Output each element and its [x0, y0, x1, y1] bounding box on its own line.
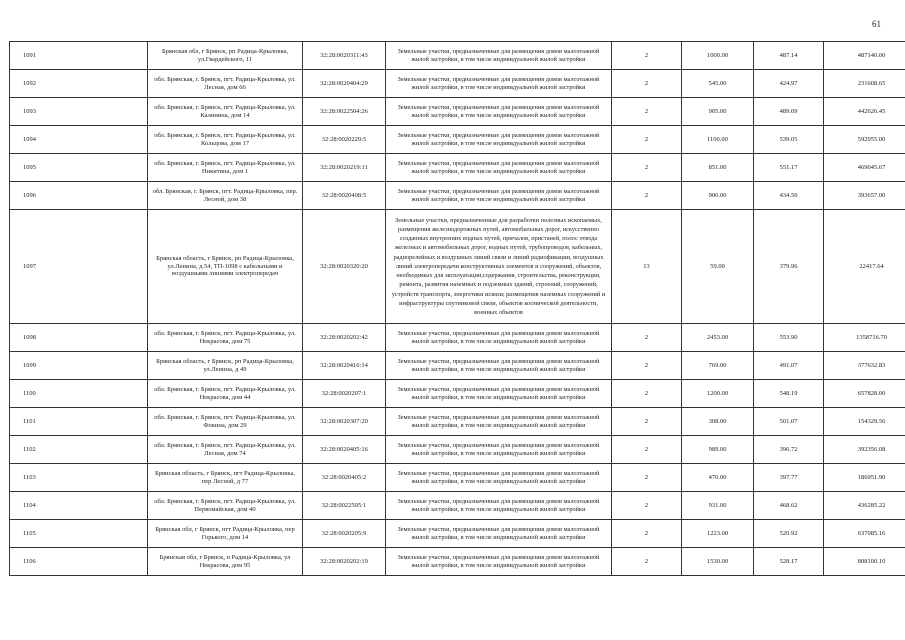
group-number-cell: 2: [612, 126, 682, 154]
cadastral-number-cell: 32:28:0022505:1: [303, 492, 386, 520]
table-row: [10, 210, 905, 324]
row-number-cell: 1104: [10, 492, 148, 520]
row-number-cell: 1101: [10, 408, 148, 436]
cadastral-number-cell: 32:28:0022504:26: [303, 98, 386, 126]
address-cell: Брянская область, г Брянск, пгт Радица-Крыловка, пер Лесной, д 77: [148, 464, 303, 492]
group-number-cell: 13: [612, 210, 682, 324]
row-number-cell: 1106: [10, 548, 148, 576]
area-cell: 308.00: [682, 408, 754, 436]
group-number-cell: 2: [612, 464, 682, 492]
area-cell: 1100.00: [682, 126, 754, 154]
table-row: [10, 324, 905, 352]
group-number-cell: 2: [612, 182, 682, 210]
address-cell: обл. Брянская, г. Брянск, пгт. Радица-Крыловка, ул. Некрасова, дом 44: [148, 380, 303, 408]
land-purpose-cell: Земельные участки, предназначенные для размещения домов малоэтажной жилой застройки, в том числе индивидуальной жилой застройки: [386, 126, 612, 154]
table-row: [10, 352, 905, 380]
table-row: [10, 436, 905, 464]
table-row: [10, 464, 905, 492]
row-number-cell: 1100: [10, 380, 148, 408]
row-number-cell: 1099: [10, 352, 148, 380]
address-cell: Брянская область, г Брянск, рп Радица-Крыловка, ул.Ленина, д 49: [148, 352, 303, 380]
cadastral-number-cell: 32:28:0020307:20: [303, 408, 386, 436]
cadastral-value-cell: 393657.00: [824, 182, 905, 210]
row-number-cell: 1103: [10, 464, 148, 492]
land-purpose-cell: Земельные участки, предназначенные для размещения домов малоэтажной жилой застройки, в том числе индивидуальной жилой застройки: [386, 408, 612, 436]
row-number-cell: 1093: [10, 98, 148, 126]
group-number-cell: 2: [612, 352, 682, 380]
cadastral-value-cell: 377632.83: [824, 352, 905, 380]
page-number: 61: [872, 19, 881, 29]
area-cell: 470.00: [682, 464, 754, 492]
cadastral-value-cell: 186951.90: [824, 464, 905, 492]
address-cell: Брянская обл, г Брянск, п Радица-Крыловка, ул Некрасова, дом 95: [148, 548, 303, 576]
table-row: [10, 520, 905, 548]
cadastral-value-cell: 657828.00: [824, 380, 905, 408]
row-number-cell: 1098: [10, 324, 148, 352]
table-row: [10, 182, 905, 210]
address-cell: Брянская область, г Брянск, рп Радица-Крыловка, ул.Ленина, д.54, ТП-1098 с кабельными и воздушными линиями электропередач: [148, 210, 303, 324]
row-number-cell: 1095: [10, 154, 148, 182]
land-purpose-cell: Земельные участки, предназначенные для размещения домов малоэтажной жилой застройки, в том числе индивидуальной жилой застройки: [386, 436, 612, 464]
cadastral-number-cell: 32:28:0020405:16: [303, 436, 386, 464]
address-cell: обл. Брянская, г. Брянск, пгт. Радица-Крыловка, ул. Фокина, дом 29: [148, 408, 303, 436]
specific-value-cell: 539.05: [754, 126, 824, 154]
cadastral-value-cell: 469045.67: [824, 154, 905, 182]
group-number-cell: 2: [612, 154, 682, 182]
cadastral-number-cell: 32:28:0020408:5: [303, 182, 386, 210]
row-number-cell: 1091: [10, 42, 148, 70]
table-row: [10, 380, 905, 408]
table-row: [10, 492, 905, 520]
cadastral-number-cell: 32:28:0020219:11: [303, 154, 386, 182]
address-cell: обл. Брянская, г. Брянск, пгт. Радица-Крыловка, ул. Кольцова, дом 17: [148, 126, 303, 154]
area-cell: 851.00: [682, 154, 754, 182]
area-cell: 545.00: [682, 70, 754, 98]
land-purpose-cell: Земельные участки, предназначенные для размещения домов малоэтажной жилой застройки, в том числе индивидуальной жилой застройки: [386, 154, 612, 182]
address-cell: Брянская обл, г Брянск, рп Радица-Крыловка, ул.Гвардейского, 11: [148, 42, 303, 70]
row-number-cell: 1092: [10, 70, 148, 98]
land-purpose-cell: Земельные участки, предназначенные для размещения домов малоэтажной жилой застройки, в том числе индивидуальной жилой застройки: [386, 380, 612, 408]
table-row: [10, 154, 905, 182]
address-cell: обл. Брянская, г. Брянск, пгт. Радица-Крыловка, ул. Калинина, дом 14: [148, 98, 303, 126]
cadastral-number-cell: 32:28:0020205:9: [303, 520, 386, 548]
area-cell: 769.00: [682, 352, 754, 380]
table-row: [10, 42, 905, 70]
table-row: [10, 548, 905, 576]
table-row: [10, 408, 905, 436]
cadastral-number-cell: 32:28:0020405:2: [303, 464, 386, 492]
group-number-cell: 2: [612, 324, 682, 352]
address-cell: обл. Брянская, г. Брянск, пгт. Радица-Крыловка, ул. Первомайская, дом 40: [148, 492, 303, 520]
area-cell: 989.00: [682, 436, 754, 464]
address-cell: обл. Брянская, г. Брянск, пгт. Радица-Крыловка, пер. Лесной, дом 38: [148, 182, 303, 210]
cadastral-value-cell: 154329.56: [824, 408, 905, 436]
row-number-cell: 1096: [10, 182, 148, 210]
specific-value-cell: 548.19: [754, 380, 824, 408]
specific-value-cell: 379.96: [754, 210, 824, 324]
land-purpose-cell: Земельные участки, предназначенные для размещения домов малоэтажной жилой застройки, в том числе индивидуальной жилой застройки: [386, 520, 612, 548]
cadastral-number-cell: 32:28:0020202:42: [303, 324, 386, 352]
table-body: [10, 42, 905, 576]
address-cell: обл. Брянская, г. Брянск, пгт. Радица-Крыловка, ул. Лесная, дом 74: [148, 436, 303, 464]
group-number-cell: 2: [612, 548, 682, 576]
cadastral-value-cell: 592955.00: [824, 126, 905, 154]
group-number-cell: 2: [612, 70, 682, 98]
land-purpose-cell: Земельные участки, предназначенные для размещения домов малоэтажной жилой застройки, в том числе индивидуальной жилой застройки: [386, 98, 612, 126]
address-cell: обл. Брянская, г. Брянск, пгт. Радица-Крыловка, ул. Лесная, дом 66: [148, 70, 303, 98]
area-cell: 931.00: [682, 492, 754, 520]
cadastral-value-cell: 22417.64: [824, 210, 905, 324]
table-row: [10, 70, 905, 98]
cadastral-value-cell: 1358716.70: [824, 324, 905, 352]
group-number-cell: 2: [612, 42, 682, 70]
land-purpose-cell: Земельные участки, предназначенные для размещения домов малоэтажной жилой застройки, в том числе индивидуальной жилой застройки: [386, 324, 612, 352]
row-number-cell: 1097: [10, 210, 148, 324]
land-purpose-cell: Земельные участки, предназначенные для размещения домов малоэтажной жилой застройки, в том числе индивидуальной жилой застройки: [386, 464, 612, 492]
cadastral-number-cell: 32:28:0020229:5: [303, 126, 386, 154]
land-purpose-cell: Земельные участки, предназначенные для размещения домов малоэтажной жилой застройки, в том числе индивидуальной жилой застройки: [386, 42, 612, 70]
specific-value-cell: 468.62: [754, 492, 824, 520]
specific-value-cell: 424.97: [754, 70, 824, 98]
specific-value-cell: 520.92: [754, 520, 824, 548]
specific-value-cell: 553.90: [754, 324, 824, 352]
area-cell: 1000.00: [682, 42, 754, 70]
area-cell: 1223.00: [682, 520, 754, 548]
cadastral-value-cell: 442626.45: [824, 98, 905, 126]
cadastral-value-cell: 392356.08: [824, 436, 905, 464]
area-cell: 1200.00: [682, 380, 754, 408]
land-purpose-cell: Земельные участки, предназначенные для размещения домов малоэтажной жилой застройки, в том числе индивидуальной жилой застройки: [386, 352, 612, 380]
cadastral-number-cell: 32:28:0020320:20: [303, 210, 386, 324]
row-number-cell: 1105: [10, 520, 148, 548]
address-cell: обл. Брянская, г. Брянск, пгт. Радица-Крыловка, ул. Некрасова, дом 75: [148, 324, 303, 352]
specific-value-cell: 491.07: [754, 352, 824, 380]
land-purpose-cell: Земельные участки, предназначенные для размещения домов малоэтажной жилой застройки, в том числе индивидуальной жилой застройки: [386, 548, 612, 576]
specific-value-cell: 397.77: [754, 464, 824, 492]
row-number-cell: 1102: [10, 436, 148, 464]
group-number-cell: 2: [612, 98, 682, 126]
cadastral-number-cell: 32:28:0020202:19: [303, 548, 386, 576]
specific-value-cell: 501.07: [754, 408, 824, 436]
cadastral-value-cell: 231608.65: [824, 70, 905, 98]
area-cell: 906.00: [682, 182, 754, 210]
address-cell: Брянская обл, г Брянск, пгт Радица-Крыловка, пер Горького, дом 14: [148, 520, 303, 548]
group-number-cell: 2: [612, 492, 682, 520]
row-number-cell: 1094: [10, 126, 148, 154]
group-number-cell: 2: [612, 436, 682, 464]
cadastral-value-cell: 487140.00: [824, 42, 905, 70]
area-cell: 905.00: [682, 98, 754, 126]
group-number-cell: 2: [612, 380, 682, 408]
specific-value-cell: 487.14: [754, 42, 824, 70]
area-cell: 2453.00: [682, 324, 754, 352]
table-row: [10, 126, 905, 154]
address-cell: обл. Брянская, г. Брянск, пгт. Радица-Крыловка, ул. Никитина, дом 1: [148, 154, 303, 182]
cadastral-number-cell: 32:28:0020311:43: [303, 42, 386, 70]
group-number-cell: 2: [612, 520, 682, 548]
land-purpose-cell: Земельные участки, предназначенные для размещения домов малоэтажной жилой застройки, в том числе индивидуальной жилой застройки: [386, 182, 612, 210]
cadastral-number-cell: 32:28:0020207:1: [303, 380, 386, 408]
cadastral-value-cell: 637085.16: [824, 520, 905, 548]
land-purpose-cell: Земельные участки, предназначенные для размещения домов малоэтажной жилой застройки, в том числе индивидуальной жилой застройки: [386, 492, 612, 520]
cadastral-number-cell: 32:28:0020404:29: [303, 70, 386, 98]
specific-value-cell: 551.17: [754, 154, 824, 182]
area-cell: 59.00: [682, 210, 754, 324]
cadastral-value-cell: 808100.10: [824, 548, 905, 576]
land-purpose-cell: Земельные участки, предназначенные для размещения домов малоэтажной жилой застройки, в том числе индивидуальной жилой застройки: [386, 70, 612, 98]
specific-value-cell: 434.50: [754, 182, 824, 210]
specific-value-cell: 396.72: [754, 436, 824, 464]
cadastral-value-cell: 436285.22: [824, 492, 905, 520]
area-cell: 1530.00: [682, 548, 754, 576]
table-row: [10, 98, 905, 126]
group-number-cell: 2: [612, 408, 682, 436]
specific-value-cell: 528.17: [754, 548, 824, 576]
cadastral-number-cell: 32:28:0020416:14: [303, 352, 386, 380]
land-registry-table: [9, 41, 905, 576]
land-purpose-cell: Земельные участки, предназначенные для разработки полезных ископаемых, размещения железнодорожных путей, автомобильных дорог, искусственно созданных внутренних водных путей, причалов, пристаней, полос отвода железных и автомобильных дорог, водных путей, трубопроводов, кабельных, радиорелейных и воздушных линий связи и линий радиофикации, воздушных линий электропередачи конструктивных элементов и сооружений, объектов, необходимых для эксплуатации,содержания, строительства, реконструкции, ремонта, развития наземных и подземных зданий, строений, сооружений, устройств транспорта, энергетики исвязи; размещения наземных сооружений и инфраструктуры спутниковой связи, объектов космической деятельности, военных объектов: [386, 210, 612, 324]
specific-value-cell: 489.09: [754, 98, 824, 126]
